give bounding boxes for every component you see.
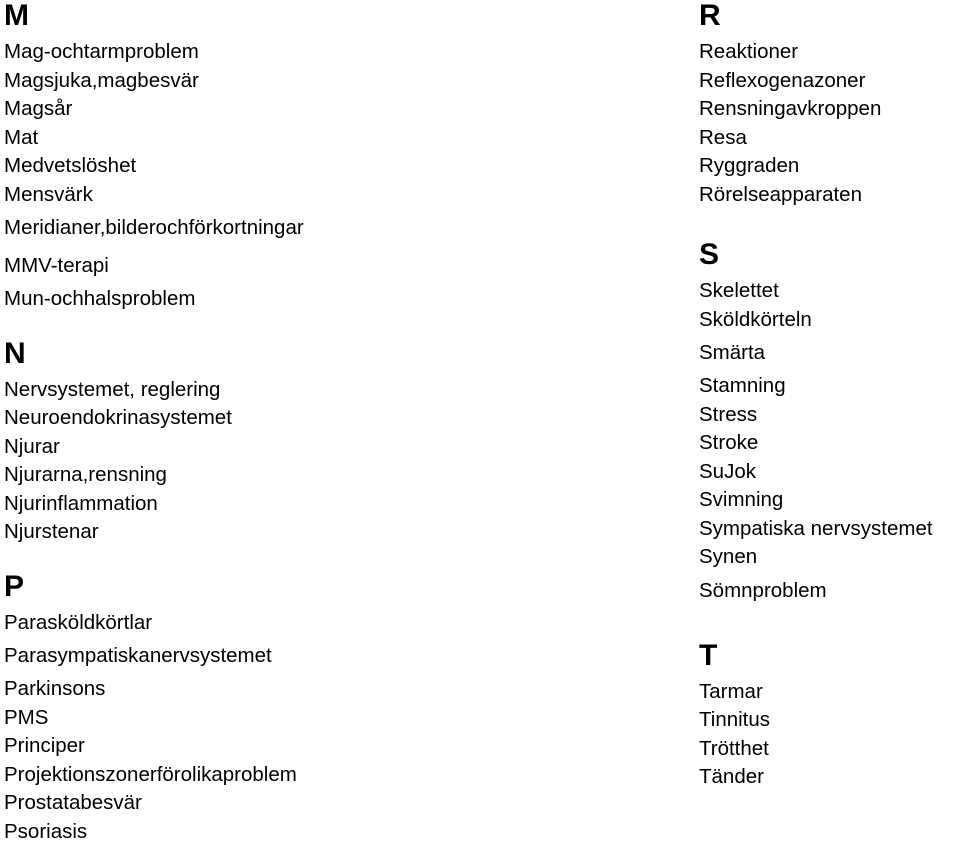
index-entry[interactable]: Njurinflammation bbox=[4, 490, 684, 519]
index-entry[interactable]: Stroke bbox=[699, 429, 959, 458]
index-entry[interactable]: Tinnitus bbox=[699, 706, 959, 735]
index-list bbox=[4, 38, 684, 314]
index-entry[interactable]: Nervsystemet, reglering bbox=[4, 376, 684, 405]
index-list bbox=[4, 609, 684, 846]
section-letter: N bbox=[4, 338, 684, 370]
index-entry[interactable]: Psoriasis bbox=[4, 818, 684, 846]
index-entry[interactable]: Principer bbox=[4, 732, 684, 761]
index-entry[interactable]: Trötthet bbox=[699, 735, 959, 764]
index-entry[interactable]: PMS bbox=[4, 704, 684, 733]
index-entry[interactable]: Neuroendokrinasystemet bbox=[4, 404, 684, 433]
index-column-left bbox=[4, 0, 684, 846]
index-entry[interactable]: SuJok bbox=[699, 458, 959, 487]
index-entry[interactable]: Sömnproblem bbox=[699, 572, 959, 610]
index-section-t bbox=[699, 640, 959, 792]
section-letter: R bbox=[699, 0, 959, 32]
index-entry[interactable]: Projektionszonerförolikaproblem bbox=[4, 761, 684, 790]
index-entry[interactable]: Mag-ochtarmproblem bbox=[4, 38, 684, 67]
index-entry[interactable]: Tarmar bbox=[699, 678, 959, 707]
index-entry[interactable]: Synen bbox=[699, 543, 959, 572]
index-entry[interactable]: Stamning bbox=[699, 372, 959, 401]
index-section-n bbox=[4, 338, 684, 547]
index-entry[interactable]: Meridianer,bilderochförkortningar bbox=[4, 209, 684, 247]
index-entry[interactable]: Tänder bbox=[699, 763, 959, 792]
index-entry[interactable]: Parasympatiskanervsystemet bbox=[4, 637, 684, 675]
index-entry[interactable]: Sympatiska nervsystemet bbox=[699, 515, 959, 544]
index-entry[interactable]: Rörelseapparaten bbox=[699, 181, 959, 210]
index-entry[interactable]: Smärta bbox=[699, 334, 959, 372]
index-column-right bbox=[699, 0, 959, 792]
section-letter: P bbox=[4, 571, 684, 603]
index-entry[interactable]: Parkinsons bbox=[4, 675, 684, 704]
index-entry[interactable]: Mat bbox=[4, 124, 684, 153]
index-entry[interactable]: Rensningavkroppen bbox=[699, 95, 959, 124]
index-entry[interactable]: Magsår bbox=[4, 95, 684, 124]
section-letter: T bbox=[699, 640, 959, 672]
index-entry[interactable]: Sköldkörteln bbox=[699, 306, 959, 335]
index-section-p bbox=[4, 571, 684, 846]
index-entry[interactable]: Reflexogenazoner bbox=[699, 67, 959, 96]
index-entry[interactable]: Medvetslöshet bbox=[4, 152, 684, 181]
index-entry[interactable]: Ryggraden bbox=[699, 152, 959, 181]
index-entry[interactable]: Resa bbox=[699, 124, 959, 153]
index-entry[interactable]: Magsjuka,magbesvär bbox=[4, 67, 684, 96]
index-entry[interactable]: Njurar bbox=[4, 433, 684, 462]
section-letter: S bbox=[699, 239, 959, 271]
index-entry[interactable]: Svimning bbox=[699, 486, 959, 515]
index-section-s bbox=[699, 239, 959, 610]
index-entry[interactable]: Mun-ochhalsproblem bbox=[4, 285, 684, 314]
index-entry[interactable]: Njurstenar bbox=[4, 518, 684, 547]
index-entry[interactable]: Njurarna,rensning bbox=[4, 461, 684, 490]
index-entry[interactable]: Skelettet bbox=[699, 277, 959, 306]
index-entry[interactable]: Mensvärk bbox=[4, 181, 684, 210]
index-entry[interactable]: Parasköldkörtlar bbox=[4, 609, 684, 638]
section-letter: M bbox=[4, 0, 684, 32]
index-list bbox=[699, 678, 959, 792]
index-list bbox=[699, 38, 959, 209]
index-list bbox=[4, 376, 684, 547]
index-entry[interactable]: Reaktioner bbox=[699, 38, 959, 67]
index-section-r bbox=[699, 0, 959, 209]
index-entry[interactable]: Prostatabesvär bbox=[4, 789, 684, 818]
index-entry[interactable]: Stress bbox=[699, 401, 959, 430]
index-entry[interactable]: MMV-terapi bbox=[4, 247, 684, 285]
index-list bbox=[699, 277, 959, 610]
index-section-m bbox=[4, 0, 684, 314]
